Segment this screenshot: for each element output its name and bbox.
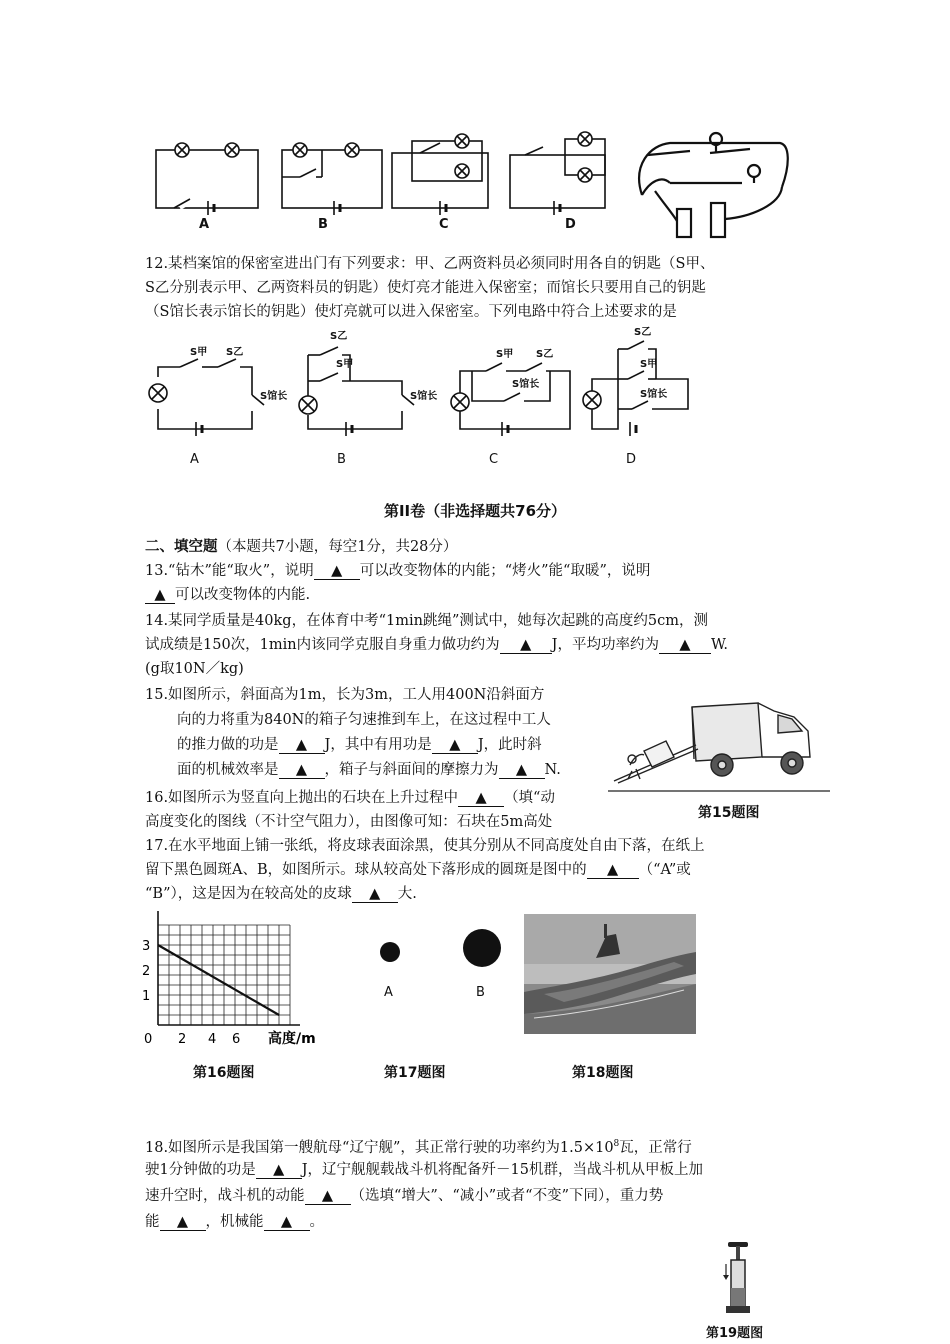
answer-blank[interactable]: ▲ bbox=[352, 886, 398, 903]
q15-line-1: 15.如图所示，斜面高为1m，长为3m，工人用400N沿斜面方 bbox=[145, 687, 545, 703]
option-label: B bbox=[318, 217, 328, 232]
q15-text: N. bbox=[544, 762, 561, 778]
q12-text-2: S乙分别表示甲、乙两资料员的钥匙）使灯亮才能进入保密室；而馆长只要用自己的钥匙 bbox=[145, 280, 706, 296]
graph-line bbox=[158, 945, 279, 1015]
figure-caption: 第16题图 bbox=[193, 1065, 255, 1081]
q15-line-3 bbox=[177, 735, 542, 755]
switch-label: S甲 bbox=[496, 349, 514, 360]
answer-blank[interactable]: ▲ bbox=[305, 1188, 351, 1205]
figure-caption: 第15题图 bbox=[698, 805, 760, 821]
y-tick: 2 bbox=[142, 964, 151, 979]
spot-a bbox=[380, 942, 400, 962]
q14-line-1: 14.某同学质量是40kg，在体育中考“1min跳绳”测试中，她每次起跳的高度约5cm，测 bbox=[145, 613, 708, 629]
circuit-options-top bbox=[150, 125, 790, 245]
q16-text: （填“动 bbox=[504, 790, 555, 806]
section-heading-label: 二、填空题 bbox=[145, 539, 218, 555]
section-note: （本题共7小题，每空1分，共28分） bbox=[217, 539, 458, 555]
q18-text: 。 bbox=[309, 1214, 324, 1230]
exponent: 8 bbox=[613, 1139, 620, 1149]
answer-blank[interactable]: ▲ bbox=[659, 637, 711, 654]
q13-line-2 bbox=[145, 585, 310, 605]
q17-line-3 bbox=[145, 884, 417, 904]
q18-text: 驶1分钟做的功是 bbox=[145, 1162, 256, 1178]
q16-line-1 bbox=[145, 788, 555, 808]
switch-label: S甲 bbox=[640, 359, 658, 370]
spot-b bbox=[463, 929, 501, 967]
q18-text: 速升空时，战斗机的动能 bbox=[145, 1188, 305, 1204]
q14-line-3: (g取10N／kg) bbox=[145, 661, 244, 677]
q15-text: J，其中有用功是 bbox=[324, 737, 432, 753]
q18-text: （选填“增大”、“减小”或者“不变”下同），重力势 bbox=[350, 1188, 664, 1204]
q15-text: 的推力做的功是 bbox=[177, 737, 279, 753]
q18-text: 能 bbox=[145, 1214, 160, 1230]
q18-text: J，辽宁舰舰载战斗机将配备歼－15机群，当战斗机从甲板上加 bbox=[301, 1162, 703, 1178]
q12-circuit-options bbox=[140, 325, 700, 440]
q15-line-2: 向的力将重为840N的箱子匀速推到车上，在这过程中工人 bbox=[177, 712, 551, 728]
q16-line-2: 高度变化的图线（不计空气阻力），由图像可知：石块在5m高处 bbox=[145, 814, 553, 830]
q18-line-1 bbox=[145, 1134, 692, 1158]
answer-blank[interactable]: ▲ bbox=[145, 587, 175, 604]
option-label: A bbox=[199, 217, 210, 232]
switch-label: S乙 bbox=[536, 349, 554, 360]
y-tick: 3 bbox=[142, 939, 151, 954]
answer-blank[interactable]: ▲ bbox=[500, 637, 552, 654]
answer-blank[interactable]: ▲ bbox=[264, 1214, 310, 1231]
switch-label: S甲 bbox=[336, 359, 354, 370]
section-title: 第II卷（非选择题共76分） bbox=[383, 502, 567, 520]
figure-caption: 第19题图 bbox=[706, 1326, 764, 1341]
q14-text: 试成绩是150次，1min内该同学克服自身重力做功约为 bbox=[145, 637, 500, 653]
q17-text: 留下黑色圆斑A、B，如图所示。球从较高处下落形成的圆斑是图中的 bbox=[145, 862, 587, 878]
answer-blank[interactable]: ▲ bbox=[499, 762, 545, 779]
switch-label: S乙 bbox=[330, 331, 348, 342]
answer-blank[interactable]: ▲ bbox=[160, 1214, 206, 1231]
y-tick: 1 bbox=[142, 989, 151, 1004]
spot-label: B bbox=[476, 985, 485, 1000]
answer-blank[interactable]: ▲ bbox=[314, 563, 360, 580]
option-label: D bbox=[626, 452, 637, 467]
x-tick: 0 bbox=[144, 1032, 153, 1045]
option-label: A bbox=[190, 452, 199, 467]
spot-label: A bbox=[384, 985, 393, 1000]
q13-text: 可以改变物体的内能；“烤火”能“取暖”，说明 bbox=[359, 563, 651, 579]
option-label: B bbox=[337, 452, 346, 467]
q16-graph bbox=[140, 905, 340, 1045]
switch-label: S乙 bbox=[634, 327, 652, 338]
answer-blank[interactable]: ▲ bbox=[256, 1162, 302, 1179]
q15-text: 面的机械效率是 bbox=[177, 762, 279, 778]
switch-label: S馆长 bbox=[260, 391, 288, 402]
q17-text: “B”），这是因为在较高处的皮球 bbox=[145, 886, 352, 902]
q18-carrier-photo bbox=[524, 914, 696, 1034]
q18-line-4 bbox=[145, 1212, 324, 1232]
answer-blank[interactable]: ▲ bbox=[279, 737, 325, 754]
q13-text: 13.“钻木”能“取火”，说明 bbox=[145, 563, 314, 579]
q12-text-1: 12.某档案馆的保密室进出门有下列要求：甲、乙两资料员必须同时用各自的钥匙（S甲、 bbox=[145, 256, 715, 272]
q14-line-2 bbox=[145, 635, 728, 655]
figure-caption: 第17题图 bbox=[384, 1065, 446, 1081]
q14-text: J，平均功率约为 bbox=[551, 637, 659, 653]
option-label: C bbox=[439, 217, 449, 232]
q16-text: 16.如图所示为竖直向上抛出的石块在上升过程中 bbox=[145, 790, 459, 806]
switch-label: S甲 bbox=[190, 347, 208, 358]
q18-text: 18.如图所示是我国第一艘航母“辽宁舰”，其正常行驶的功率约为1.5×10 bbox=[145, 1139, 614, 1156]
x-tick: 6 bbox=[232, 1032, 241, 1045]
q17-line-1: 17.在水平地面上铺一张纸，将皮球表面涂黑，使其分别从不同高度处自由下落，在纸上 bbox=[145, 838, 705, 854]
section-heading bbox=[145, 537, 457, 557]
x-tick: 4 bbox=[208, 1032, 217, 1045]
option-label: C bbox=[489, 452, 499, 467]
q18-line-3 bbox=[145, 1186, 663, 1206]
q13-line-1 bbox=[145, 561, 650, 581]
q18-line-2 bbox=[145, 1160, 703, 1180]
switch-label: S乙 bbox=[226, 347, 244, 358]
q15-text: J，此时斜 bbox=[477, 737, 542, 753]
q14-text: W. bbox=[710, 637, 728, 653]
switch-label: S馆长 bbox=[640, 389, 668, 400]
switch-label: S馆长 bbox=[410, 391, 438, 402]
q18-text: 瓦，正常行 bbox=[619, 1139, 692, 1156]
switch-label: S馆长 bbox=[512, 379, 540, 390]
q15-line-4 bbox=[177, 760, 561, 780]
q19-pump-figure bbox=[718, 1238, 758, 1318]
x-axis-label: 高度/m bbox=[268, 1031, 316, 1045]
q12-text-3: （S馆长表示馆长的钥匙）使灯亮就可以进入保密室。下列电路中符合上述要求的是 bbox=[145, 304, 677, 320]
q18-text: ，机械能 bbox=[205, 1214, 264, 1230]
answer-blank[interactable]: ▲ bbox=[279, 762, 325, 779]
x-tick: 2 bbox=[178, 1032, 187, 1045]
q17-text: （“A”或 bbox=[638, 862, 691, 878]
answer-blank[interactable]: ▲ bbox=[458, 790, 504, 807]
answer-blank[interactable]: ▲ bbox=[587, 862, 639, 879]
q15-text: ，箱子与斜面间的摩擦力为 bbox=[324, 762, 499, 778]
q15-truck-figure bbox=[608, 695, 830, 793]
figure-caption: 第18题图 bbox=[572, 1065, 634, 1081]
q13-text: 可以改变物体的内能. bbox=[175, 587, 311, 603]
option-label: D bbox=[565, 217, 576, 232]
q17-text: 大. bbox=[397, 886, 417, 902]
answer-blank[interactable]: ▲ bbox=[432, 737, 478, 754]
q17-line-2 bbox=[145, 860, 691, 880]
